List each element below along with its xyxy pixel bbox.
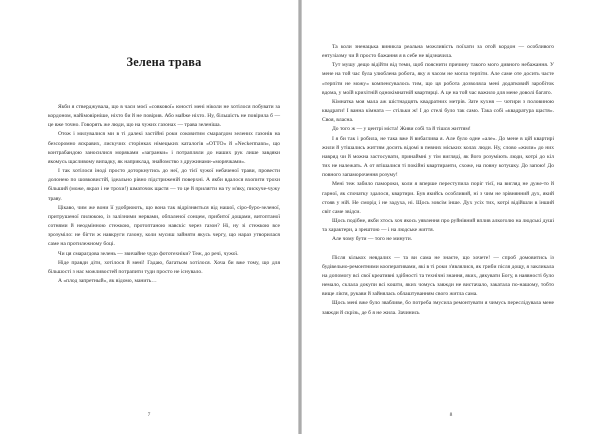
paragraph: І я би так і робила, не така вже й вибаглива я. Але було одне «але». До мене в цій квартирі жили й утішались життям досить відомі в певних міських колах люди. Ну, слово «жили» до них навряд чи й можна застосувати, принаймні у тім вигляді, як його розуміють люди, котрі до кіл тих не належать. А от втішалися ті покійні квартиранти, схоже, на повну котушку. До запою! До повного запаморочення розуму! bbox=[322, 135, 554, 179]
right-page bbox=[302, 0, 600, 434]
paragraph: Після кількох невдалих — та ви сама не знаєте, що хочете! — спроб домовитись із будівельно-ремонтними кооперативами, які в ті роки з'являлися, як гриби після дощу, я закликала на допомогу всі свої креативні здібності та технічні знання, яких, дякувати Богу, в наявності було немало, склала докупи всі кошти, яких чомусь завжди не вистачало, закатала по-нашому, тобто вище ліктя, рукави й зайнялась облаштуванням свого житла сама. bbox=[322, 254, 554, 298]
page-number-right: 8 bbox=[449, 412, 453, 418]
left-page-text-block bbox=[48, 0, 280, 434]
paragraph: Щось подібне, якби хтось хоч якось уявлення про руйнівний вплив алкоголю на людські душі та характери, а зрештою — і на людське життя. bbox=[322, 217, 554, 234]
page-number-left: 7 bbox=[147, 412, 151, 418]
paragraph: Цікаво, чим же вони її удобрюють, що вона так відрізняється від нашої, сіро-буро-зеленої, притрушеної пилюкою, із залізними нервами, обпаленої сонцем, прибитої дощами, витоптаної сотнями й неодмінною стежкою, протоптаною навскіс через газон? Ні, ну зі стежкою все зрозуміло: не бігти ж навкруги газону, коли мусиш зайняти якусь чергу, що нараз утворилася саме на протилежному боці. bbox=[48, 204, 280, 248]
right-page-text-block bbox=[322, 0, 554, 434]
paragraph: Мені теж забило памороки, коли я вперше переступила поріг тієї, на вигляд не дуже-то й гарної, як спочатку здалося, квартири. Був якийсь особливий, ні з чим не зрівнянний дух, який стояв у ній. Не сморід і не задуха, ні. Щось зовсім інше. Дух усіх тих, котрі відійшли в інший світ саме звідси. bbox=[322, 181, 554, 215]
left-page-body bbox=[48, 70, 280, 286]
paragraph: Щось мені вже було звабливе, бо потреба змусила ремонтувати я чимусь переслідувала мене завжди й скрізь, де б я не жила. Зачинись bbox=[322, 300, 554, 316]
right-page-body bbox=[322, 0, 554, 318]
chapter-title: Зелена трава bbox=[126, 55, 202, 69]
paragraph: До того ж — у центрі міста! Живи собі та й тішся життям! bbox=[332, 126, 471, 133]
paragraph: Тут мушу дещо відійти від теми, щоб пояснити причину такого мого дивного небажання. У мене на той час була улюблена робота, яку я часом не могла терпіти. Але саме оте досить часте «терпіти не можу» компенсувалось тим, що ця робота дозволяла мені додатковий заробіток вдома, у моїй крихітній однокімнатній квартирці. А це на той час важило для мене доволі багато. bbox=[322, 62, 554, 96]
paragraph: Кімнатка моя мала аж шістнадцять квадратних метрів. Зате кухня — чотири з половиною квадрати! І ванна кімната — стільки ж! І до стелі було так само. Така собі «квадратура щастя». Своя, власна. bbox=[322, 98, 554, 124]
paragraph: Ніде правди діти, хотілося й мені! Гадаю, багатьом хотілося. Хоча би вже тому, що для більшості з нас можливостей потрапити туди просто не існувало. bbox=[48, 259, 280, 275]
paragraph: І так хотілося іноді просто доторкнутись до неї, до тієї чужої небаченої трави, провести долонею по шовковистій, ідеально рівно підстриженій поверхні. А якби вдалося вхопити трохи більший (може, якраз і не трохи!) шматочок щастя — то це й прилягти на ту м'яку, пискуче-чужу траву. bbox=[48, 168, 280, 202]
paragraph: Але чому бути — того не минути. bbox=[332, 236, 413, 243]
paragraph: Чи ця смарагдова зелень — звичайне чудо фототехніки? Теж, до речі, чужої. bbox=[58, 250, 239, 257]
paragraph: Та коли зненацька виникла реальна можливість поїхати за отой кордон — особливого ентузіазму чи й просто бажання я в себе не відзначила. bbox=[322, 44, 554, 60]
left-page bbox=[0, 0, 298, 434]
paragraph: Якби я стверджувала, що в часи моєї «совкової» юності мені ніколи не хотілося побувати за кордоном, найімовірніше, ніхто би й не повірив. Або майже ніхто. Ну, більшість не повірила б — це вже точно. Говорять же люди, що на чужих газонах — трава зеленіша. bbox=[48, 104, 280, 129]
paragraph: А «плод запретный», як відомо, манить… bbox=[58, 277, 157, 284]
paragraph: Отож і милувалися ми в ті далекі застійні роки соковитим смарагдом зелених газонів на безсоромно яскравих, лискучих сторінках німецьких каталогів «OTTO» й «Neckermann», що контрабандою заносилися моряками «загранки» і потрапляли до наших рук лише завдяки якомусь щасливому випадку, як наприклад, знайомство з дружинами-«морячками». bbox=[48, 131, 280, 165]
